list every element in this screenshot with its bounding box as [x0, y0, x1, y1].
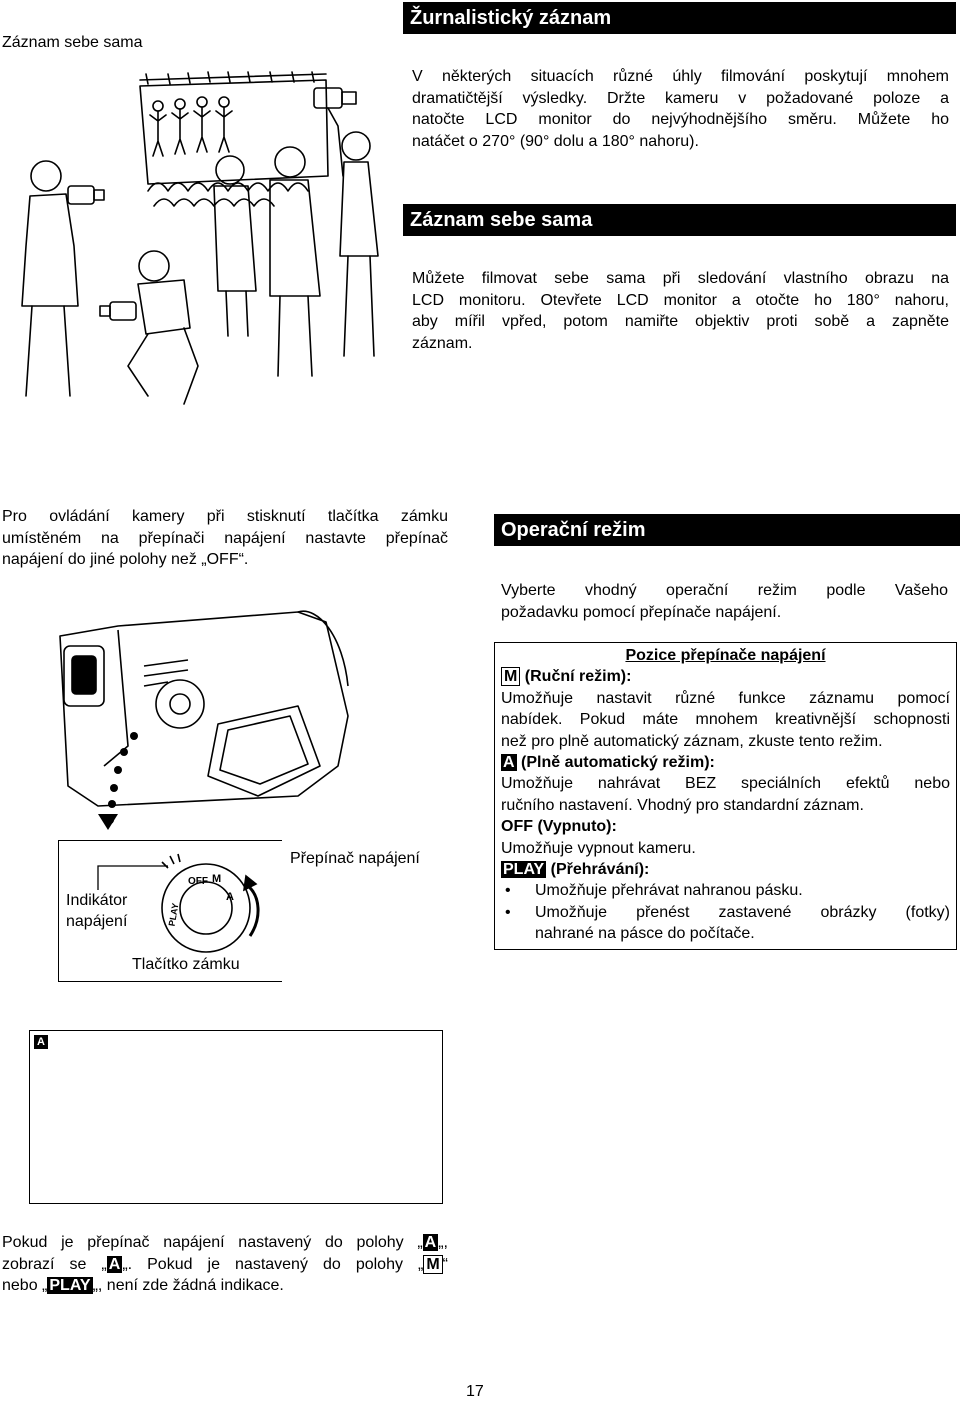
- bottom-note-text-1: Pokud je přepínač napájení nastavený do polohy „: [2, 1234, 423, 1251]
- journalistic-line-2: dramatičtější výsledky. Držte kameru v požadované poloze a: [412, 89, 949, 107]
- lock-note: [2, 506, 448, 571]
- bottom-note-line-1: [2, 1232, 448, 1254]
- left-caption: Záznam sebe sama: [2, 34, 143, 51]
- auto-heading: (Plně automatický režim):: [521, 754, 715, 772]
- operation-mode-text: [501, 580, 948, 623]
- manual-line-3: než pro plně automatický záznam, zkuste tento režim.: [501, 732, 883, 750]
- bottom-note-text-4: „. Pokud je nastavený do polohy „: [122, 1255, 424, 1273]
- bullet-icon: •: [505, 882, 511, 900]
- journalistic-line-3: natočte LCD monitor do nejvýhodnějšího směru. Můžete ho: [412, 111, 949, 128]
- operation-mode-title: Operační režim: [494, 514, 960, 546]
- self-line-2: LCD monitoru. Otevřete LCD monitor a otočte ho 180° nahoru,: [412, 291, 949, 309]
- dial-m-label: M: [212, 873, 222, 885]
- journalistic-title: Žurnalistický záznam: [403, 2, 956, 34]
- play-bullets: [501, 880, 950, 944]
- manual-line-2: nabídek. Pokud máte mnohem kreativnější schopnosti: [501, 711, 950, 729]
- bottom-m-badge: M: [423, 1255, 442, 1274]
- bottom-play-badge: PLAY: [49, 1277, 91, 1294]
- bottom-note: [2, 1232, 448, 1297]
- lock-note-line-1: Pro ovládání kamery při stisknutí tlačítka zámku: [2, 508, 448, 525]
- bullet-icon: •: [505, 903, 511, 921]
- journalistic-line-4: natáčet o 270° (90° dolu a 180° nahoru).: [412, 132, 699, 150]
- journalistic-line-1: V některých situacích různé úhly filmování poskytují mnohem: [412, 68, 949, 85]
- mode-line-2: požadavku pomocí přepínače napájení.: [501, 603, 782, 621]
- play-bullet-1: [501, 880, 950, 901]
- bottom-note-line-2: [2, 1254, 448, 1276]
- play-bullet-2: [501, 902, 950, 945]
- journalistic-text: [412, 66, 949, 152]
- off-line-1: Umožňuje vypnout kameru.: [501, 839, 696, 857]
- bottom-note-text-2: „,: [438, 1234, 448, 1251]
- bottom-note-text-5: “: [442, 1255, 448, 1273]
- self-line-3: aby mířil vpřed, potom namiřte objektiv proti sobě a zapněte: [412, 313, 949, 330]
- bottom-a-badge-1: A: [424, 1234, 437, 1251]
- bottom-a-badge-2: A: [108, 1255, 121, 1273]
- indicator-leader-line: [68, 862, 180, 892]
- mode-play: [501, 859, 950, 880]
- power-switch-label: Přepínač napájení: [290, 850, 420, 867]
- manual-line-1: Umožňuje nastavit různé funkce záznamu pomocí: [501, 689, 950, 707]
- bottom-note-text-3: zobrazí se „: [2, 1255, 107, 1273]
- dial-a-label: A: [226, 891, 234, 903]
- filming-crowd-illustration: [8, 66, 400, 416]
- play-heading: (Přehrávání):: [550, 861, 650, 879]
- down-arrow-icon: [96, 812, 120, 832]
- power-switch-positions-table: [494, 642, 957, 950]
- screen-display-box: [29, 1030, 443, 1204]
- manual-badge: M: [501, 667, 520, 686]
- dial-play-label: PLAY: [166, 902, 181, 927]
- lock-button-label: Tlačítko zámku: [132, 956, 240, 973]
- play-bullet-2-line-1: Umožňuje přenést zastavené obrázky (fotky): [535, 903, 950, 921]
- self-recording-title: Záznam sebe sama: [403, 204, 956, 236]
- auto-line-1: Umožňuje nahrávat BEZ speciálních efektů nebo: [501, 775, 950, 793]
- camcorder-illustration: [58, 596, 358, 836]
- lock-note-line-3: napájení do jiné polohy než „OFF“.: [2, 551, 249, 568]
- auto-badge: A: [503, 754, 515, 772]
- play-bullet-2-line-2: nahrané na pásce do počítače.: [535, 925, 755, 943]
- mode-manual: [501, 666, 950, 687]
- mode-line-1: Vyberte vhodný operační režim podle Vašeho: [501, 582, 948, 599]
- bottom-note-text-6: nebo „: [2, 1277, 48, 1294]
- self-line-1: Můžete filmovat sebe sama při sledování vlastního obrazu na: [412, 270, 949, 287]
- play-badge: PLAY: [503, 861, 545, 879]
- mode-auto: [501, 752, 950, 773]
- play-bullet-1-text: Umožňuje přehrávat nahranou pásku.: [535, 882, 803, 900]
- dial-off-label: OFF: [188, 876, 208, 887]
- bottom-note-text-7: „, není zde žádná indikace.: [92, 1277, 284, 1294]
- page-number: 17: [466, 1383, 484, 1400]
- auto-mode-indicator: A: [34, 1035, 48, 1049]
- off-heading: OFF (Vypnuto):: [501, 818, 617, 836]
- self-line-4: záznam.: [412, 334, 473, 352]
- manual-heading: (Ruční režim):: [524, 668, 632, 686]
- bottom-note-line-3: [2, 1275, 448, 1297]
- auto-line-2: ručního nastavení. Vhodný pro standardní záznam.: [501, 796, 864, 814]
- power-indicator-label-line-1: Indikátor: [66, 892, 128, 909]
- table-title: Pozice přepínače napájení: [625, 647, 826, 664]
- lock-note-line-2: umístěném na přepínači napájení nastavte přepínač: [2, 529, 448, 547]
- self-recording-text: [412, 268, 949, 354]
- power-indicator-label-line-2: napájení: [66, 913, 128, 930]
- power-indicator-label: [66, 890, 127, 932]
